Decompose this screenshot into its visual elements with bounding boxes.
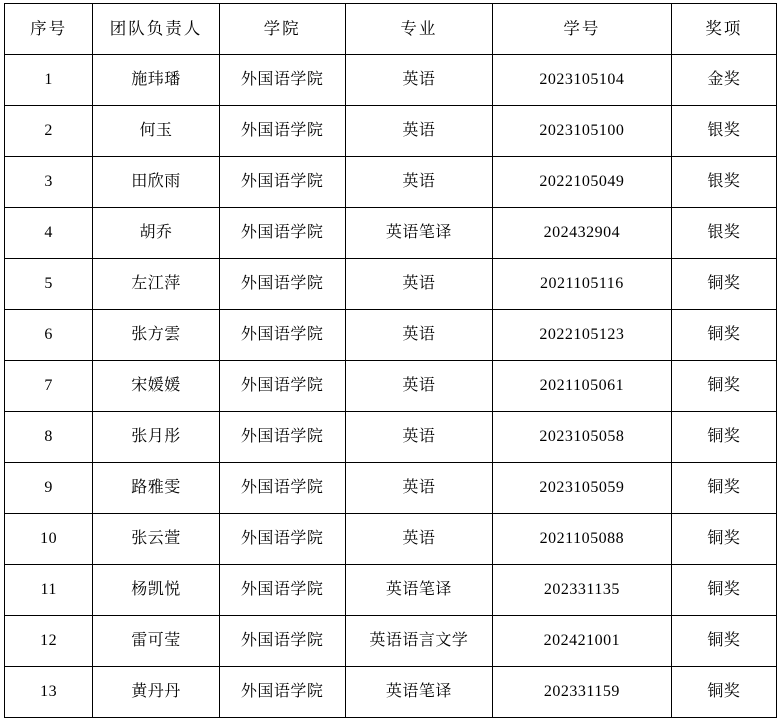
table-row (5, 361, 777, 412)
cell-index: 10 (5, 514, 93, 565)
cell-award: 银奖 (671, 106, 776, 157)
column-header-leader: 团队负责人 (93, 4, 219, 55)
table-row (5, 565, 777, 616)
cell-college: 外国语学院 (219, 616, 345, 667)
cell-college: 外国语学院 (219, 208, 345, 259)
cell-leader: 张月彤 (93, 412, 219, 463)
cell-award: 铜奖 (671, 667, 776, 718)
cell-college: 外国语学院 (219, 55, 345, 106)
table-row (5, 463, 777, 514)
cell-student-id: 2021105061 (492, 361, 671, 412)
cell-student-id: 2023105058 (492, 412, 671, 463)
table-body (5, 55, 777, 718)
cell-index: 5 (5, 259, 93, 310)
column-header-major: 专业 (345, 4, 492, 55)
cell-major: 英语语言文学 (345, 616, 492, 667)
cell-award: 铜奖 (671, 514, 776, 565)
cell-major: 英语 (345, 514, 492, 565)
cell-college: 外国语学院 (219, 259, 345, 310)
cell-college: 外国语学院 (219, 412, 345, 463)
cell-student-id: 2023105104 (492, 55, 671, 106)
cell-leader: 雷可莹 (93, 616, 219, 667)
table-header (5, 4, 777, 55)
table-row (5, 310, 777, 361)
cell-leader: 路雅雯 (93, 463, 219, 514)
cell-student-id: 2023105100 (492, 106, 671, 157)
cell-major: 英语笔译 (345, 565, 492, 616)
cell-index: 7 (5, 361, 93, 412)
cell-college: 外国语学院 (219, 463, 345, 514)
cell-major: 英语 (345, 361, 492, 412)
cell-college: 外国语学院 (219, 361, 345, 412)
cell-student-id: 2022105123 (492, 310, 671, 361)
cell-leader: 何玉 (93, 106, 219, 157)
cell-major: 英语 (345, 463, 492, 514)
table-row (5, 616, 777, 667)
cell-student-id: 202421001 (492, 616, 671, 667)
table-row (5, 514, 777, 565)
column-header-student-id: 学号 (492, 4, 671, 55)
cell-award: 银奖 (671, 208, 776, 259)
table-row (5, 208, 777, 259)
cell-student-id: 2021105116 (492, 259, 671, 310)
cell-student-id: 2023105059 (492, 463, 671, 514)
cell-award: 铜奖 (671, 310, 776, 361)
column-header-college: 学院 (219, 4, 345, 55)
cell-award: 铜奖 (671, 361, 776, 412)
cell-leader: 张云萱 (93, 514, 219, 565)
cell-college: 外国语学院 (219, 310, 345, 361)
cell-index: 12 (5, 616, 93, 667)
cell-award: 铜奖 (671, 565, 776, 616)
award-list-table (4, 3, 777, 718)
cell-leader: 施玮璠 (93, 55, 219, 106)
cell-index: 2 (5, 106, 93, 157)
table-row (5, 259, 777, 310)
cell-major: 英语 (345, 157, 492, 208)
column-header-index: 序号 (5, 4, 93, 55)
cell-major: 英语 (345, 55, 492, 106)
cell-student-id: 2022105049 (492, 157, 671, 208)
cell-award: 铜奖 (671, 259, 776, 310)
table-row (5, 667, 777, 718)
cell-major: 英语笔译 (345, 208, 492, 259)
cell-college: 外国语学院 (219, 514, 345, 565)
table-row (5, 55, 777, 106)
cell-award: 金奖 (671, 55, 776, 106)
cell-index: 6 (5, 310, 93, 361)
cell-college: 外国语学院 (219, 667, 345, 718)
cell-leader: 张方雲 (93, 310, 219, 361)
cell-index: 11 (5, 565, 93, 616)
cell-index: 1 (5, 55, 93, 106)
cell-award: 铜奖 (671, 616, 776, 667)
cell-index: 9 (5, 463, 93, 514)
cell-leader: 田欣雨 (93, 157, 219, 208)
cell-leader: 杨凯悦 (93, 565, 219, 616)
cell-leader: 黄丹丹 (93, 667, 219, 718)
cell-index: 4 (5, 208, 93, 259)
cell-index: 3 (5, 157, 93, 208)
cell-major: 英语 (345, 412, 492, 463)
cell-college: 外国语学院 (219, 565, 345, 616)
table-header-row (5, 4, 777, 55)
cell-major: 英语 (345, 106, 492, 157)
cell-award: 铜奖 (671, 463, 776, 514)
cell-leader: 宋媛媛 (93, 361, 219, 412)
cell-college: 外国语学院 (219, 157, 345, 208)
cell-award: 铜奖 (671, 412, 776, 463)
cell-major: 英语笔译 (345, 667, 492, 718)
table-row (5, 157, 777, 208)
cell-leader: 左江萍 (93, 259, 219, 310)
cell-student-id: 2021105088 (492, 514, 671, 565)
cell-index: 13 (5, 667, 93, 718)
table-row (5, 412, 777, 463)
table-row (5, 106, 777, 157)
cell-college: 外国语学院 (219, 106, 345, 157)
cell-award: 银奖 (671, 157, 776, 208)
cell-major: 英语 (345, 259, 492, 310)
cell-index: 8 (5, 412, 93, 463)
cell-student-id: 202331135 (492, 565, 671, 616)
column-header-award: 奖项 (671, 4, 776, 55)
cell-major: 英语 (345, 310, 492, 361)
cell-student-id: 202331159 (492, 667, 671, 718)
cell-leader: 胡乔 (93, 208, 219, 259)
cell-student-id: 202432904 (492, 208, 671, 259)
